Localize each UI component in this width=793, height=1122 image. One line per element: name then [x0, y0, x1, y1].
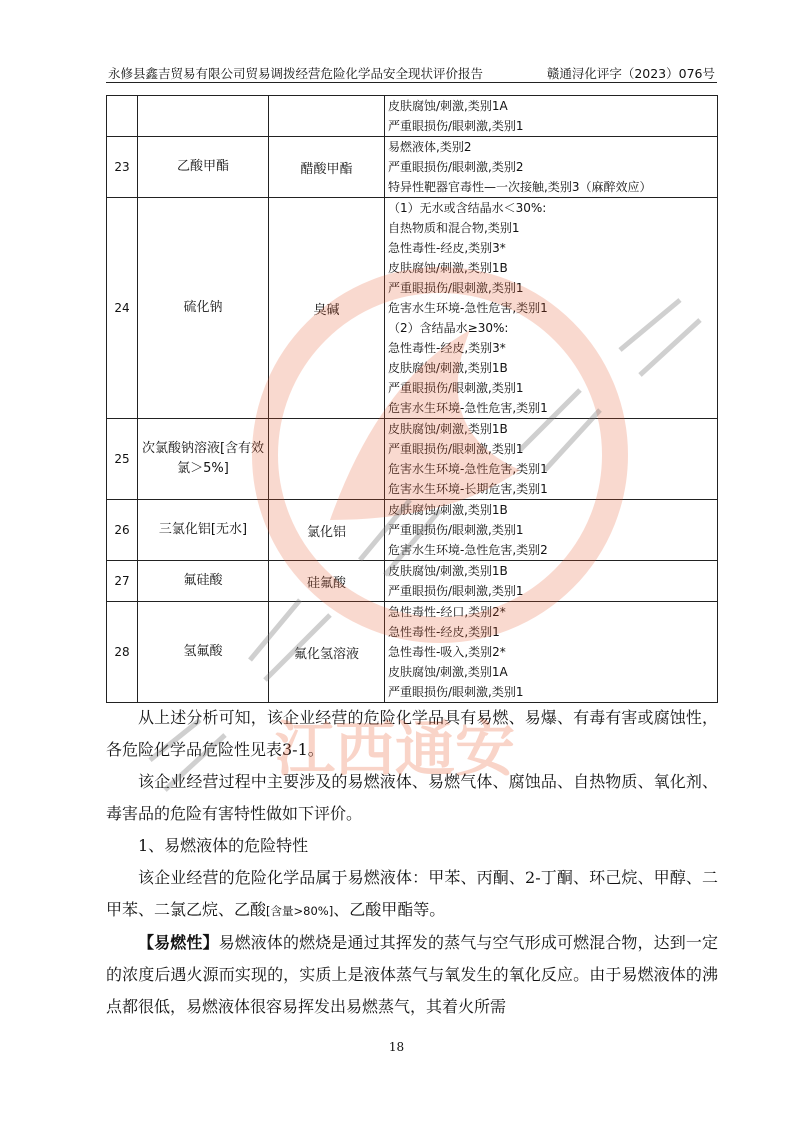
row-number: 23 [107, 137, 138, 198]
flammable-list-text: 该企业经营的危险化学品属于易燃液体：甲苯、丙酮、2-丁酮、环己烷、甲醇、二甲苯、二氯乙烷、乙酸 [106, 868, 718, 919]
hazard-classes [385, 419, 718, 500]
paragraph-flammable-list [106, 862, 718, 927]
hazard-line: 危害水生环境-急性危害,类别1 [388, 401, 548, 415]
page-number: 18 [388, 1040, 405, 1054]
chemical-alias: 硅氟酸 [269, 561, 385, 602]
hazard-line: 严重眼损伤/眼刺激,类别1 [388, 685, 524, 699]
hazard-line: （1）无水或含结晶水＜30%: [388, 201, 547, 215]
hazard-line: 严重眼损伤/眼刺激,类别1 [388, 584, 524, 598]
hazard-line: 皮肤腐蚀/刺激,类别1B [388, 261, 508, 275]
hazard-line: 严重眼损伤/眼刺激,类别1 [388, 281, 524, 295]
row-number: 28 [107, 602, 138, 703]
flammable-list-end: 、乙酸甲酯等。 [333, 900, 446, 919]
hazard-line: 皮肤腐蚀/刺激,类别1A [388, 99, 508, 113]
flammability-label: 【易燃性】 [138, 933, 219, 952]
hazard-line: 急性毒性-经皮,类别1 [388, 625, 500, 639]
hazard-line: 危害水生环境-急性危害,类别2 [388, 543, 548, 557]
header-report-number: 赣通浔化评字（2023）076号 [546, 66, 715, 81]
paragraph-intro: 该企业经营过程中主要涉及的易燃液体、易燃气体、腐蚀品、自热物质、氧化剂、毒害品的危险有害特性做如下评价。 [106, 772, 718, 823]
chemical-name: 次氯酸钠溶液[含有效氯＞5%] [138, 419, 269, 500]
hazard-line: 皮肤腐蚀/刺激,类别1B [388, 564, 508, 578]
content-note: [含量>80%] [266, 904, 334, 918]
hazard-classes [385, 198, 718, 419]
hazard-line: 急性毒性-经皮,类别3* [388, 241, 506, 255]
hazard-line: （2）含结晶水≥30%: [388, 321, 509, 335]
page-header [106, 62, 717, 83]
hazard-line: 危害水生环境-急性危害,类别1 [388, 462, 548, 476]
hazard-line: 危害水生环境-急性危害,类别1 [388, 301, 548, 315]
chemical-alias: 氟化氢溶液 [269, 602, 385, 703]
hazard-line: 严重眼损伤/眼刺激,类别1 [388, 119, 524, 133]
row-number: 24 [107, 198, 138, 419]
hazard-line: 皮肤腐蚀/刺激,类别1B [388, 503, 508, 517]
table-row [107, 561, 718, 602]
row-number: 26 [107, 500, 138, 561]
chemical-name [138, 96, 269, 137]
chemical-name: 乙酸甲酯 [138, 137, 269, 198]
hazard-table [106, 95, 718, 703]
hazard-line: 急性毒性-经口,类别2* [388, 605, 506, 619]
hazard-line: 自热物质和混合物,类别1 [388, 221, 520, 235]
hazard-line: 严重眼损伤/眼刺激,类别2 [388, 160, 524, 174]
hazard-classes [385, 561, 718, 602]
hazard-classes [385, 96, 718, 137]
chemical-name: 氢氟酸 [138, 602, 269, 703]
paragraph-flammability [106, 927, 718, 1023]
body-text [106, 702, 718, 1023]
hazard-line: 皮肤腐蚀/刺激,类别1A [388, 665, 508, 679]
table-row [107, 419, 718, 500]
hazard-line: 急性毒性-吸入,类别2* [388, 645, 506, 659]
chemical-name: 三氯化铝[无水] [138, 500, 269, 561]
table-row [107, 96, 718, 137]
flammability-text: 易燃液体的燃烧是通过其挥发的蒸气与空气形成可燃混合物，达到一定的浓度后遇火源而实现的，实质上是液体蒸气与氧发生的氧化反应。由于易燃液体的沸点都很低，易燃液体很容易挥发出易燃蒸气，其着火所需 [106, 933, 718, 1016]
chemical-alias [269, 96, 385, 137]
hazard-line: 严重眼损伤/眼刺激,类别1 [388, 442, 524, 456]
hazard-classes [385, 500, 718, 561]
hazard-line: 皮肤腐蚀/刺激,类别1B [388, 422, 508, 436]
row-number [107, 96, 138, 137]
hazard-line: 急性毒性-经皮,类别3* [388, 341, 506, 355]
chemical-name: 硫化钠 [138, 198, 269, 419]
table-row [107, 198, 718, 419]
hazard-line: 特异性靶器官毒性—一次接触,类别3（麻醉效应） [388, 180, 652, 194]
hazard-line: 皮肤腐蚀/刺激,类别1B [388, 361, 508, 375]
hazard-line: 严重眼损伤/眼刺激,类别1 [388, 381, 524, 395]
hazard-line: 易燃液体,类别2 [388, 140, 472, 154]
table-row [107, 602, 718, 703]
chemical-alias: 臭碱 [269, 198, 385, 419]
hazard-line: 危害水生环境-长期危害,类别1 [388, 482, 548, 496]
hazard-classes [385, 137, 718, 198]
header-report-title: 永修县鑫吉贸易有限公司贸易调拨经营危险化学品安全现状评价报告 [108, 66, 484, 81]
chemical-name: 氟硅酸 [138, 561, 269, 602]
hazard-line: 严重眼损伤/眼刺激,类别1 [388, 523, 524, 537]
paragraph-summary: 从上述分析可知，该企业经营的危险化学品具有易燃、易爆、有毒有害或腐蚀性，各危险化学品危险性见表3-1。 [106, 708, 718, 759]
table-row [107, 137, 718, 198]
row-number: 27 [107, 561, 138, 602]
chemical-alias [269, 419, 385, 500]
hazard-classes [385, 602, 718, 703]
chemical-alias: 氯化铝 [269, 500, 385, 561]
row-number: 25 [107, 419, 138, 500]
watermark-text: 江西通安 [275, 715, 515, 785]
section-heading: 1、易燃液体的危险特性 [138, 836, 309, 855]
table-row [107, 500, 718, 561]
chemical-alias: 醋酸甲酯 [269, 137, 385, 198]
